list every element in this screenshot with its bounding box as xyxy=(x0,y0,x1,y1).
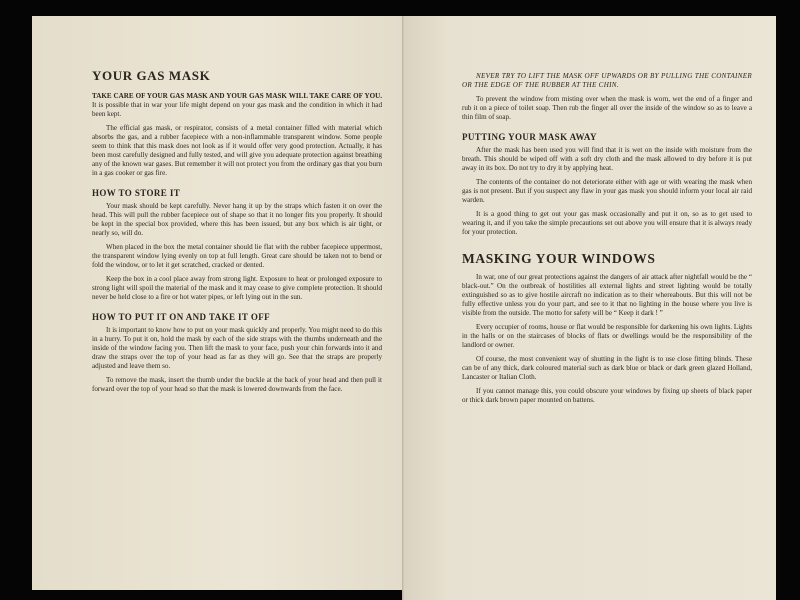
put-on-heading: HOW TO PUT IT ON AND TAKE IT OFF xyxy=(92,312,271,322)
intro-caps: TAKE CARE OF YOUR GAS MASK AND YOUR GAS MASK WILL TAKE CARE OF YOU. xyxy=(92,92,382,100)
store-paragraph-3: Keep the box in a cool place away from strong light. Exposure to heat or prolonged exposure to strong light will spoil the material of the mask and it may cease to give complete protection. It should never be held close to a fire or hot water pipes, or left lying out in the sun. xyxy=(92,275,382,301)
respirator-paragraph: The efficial gas mask, or respirator, consists of a metal container filled with material which absorbs the gas, and a rubber facepiece with a non-inflammable transparent window. Some people seem to think that this mask does not look as if it would offer very good protection. Actually, it has been most carefully designed and fully tested, and will give you adequate protection against breathing any of the known war gases. But remember it will not protect you from the ordinary gas that you burn in a gas cooker or gas fire. xyxy=(92,124,382,177)
gas-mask-title: YOUR GAS MASK xyxy=(92,68,211,83)
store-paragraph-2: When placed in the box the metal container should lie flat with the rubber facepiece uppermost, the transparent window lying evenly on top at full length. Great care should be taken not to bend or fold the window, or to let it get scratched, cracked or dented. xyxy=(92,243,382,269)
windows-paragraph-3: Of course, the most convenient way of shutting in the light is to use close fitting blinds. These can be of any thick, dark coloured material such as dark blue or black or dark green glazed Holland, Lancaster or Italian Cloth. xyxy=(462,355,752,381)
misting-paragraph: To prevent the window from misting over when the mask is worn, wet the end of a finger and rub it on a piece of toilet soap. Then rub the finger all over the inside of the window so as to leave a thin film of soap. xyxy=(462,95,752,121)
right-page xyxy=(404,16,776,600)
store-heading: HOW TO STORE IT xyxy=(92,188,181,198)
intro-rest: It is possible that in war your life might depend on your gas mask and the condition in which it had been kept. xyxy=(92,101,382,118)
windows-paragraph-4: If you cannot manage this, you could obscure your windows by fixing up sheets of black paper or thick dark brown paper mounted on battens. xyxy=(462,387,752,404)
store-paragraph-1: Your mask should be kept carefully. Never hang it up by the straps which fasten it on over the head. This will pull the rubber facepiece out of shape so that it no longer fits you properly. It should be kept in the special box provided, where this has been issued, but any box which is air tight, or nearly so, will do. xyxy=(92,202,382,237)
put-away-paragraph-1: After the mask has been used you will find that it is wet on the inside with moisture from the breath. This should be wiped off with a soft dry cloth and the mask allowed to dry before it is put away in its box. Do not try to dry it by applying heat. xyxy=(462,146,752,172)
put-away-heading: PUTTING YOUR MASK AWAY xyxy=(462,132,597,142)
windows-paragraph-1: In war, one of our great protections against the dangers of air attack after nightfall would be the “ black-out.” On the outbreak of hostilities all external lights and street lighting would be totally extinguished so as to give hostile aircraft no indication as to their whereabouts. But this will not be fully effective unless you do your part, and see to it that no lighting in the house where you live is visible from the outside. The motto for safety will be “ Keep it dark ! ” xyxy=(462,273,752,317)
intro-paragraph xyxy=(92,92,382,119)
put-away-paragraph-3: It is a good thing to get out your gas mask occasionally and put it on, so as to get used to wearing it, and if you take the simple precautions set out above you will ensure that it is always ready for your protection. xyxy=(462,210,752,236)
windows-paragraph-2: Every occupier of rooms, house or flat would be responsible for darkening his own lights. Lights in the halls or on the staircases of blocks of flats or dwellings would be the responsibility of the landlord or owner. xyxy=(462,323,752,349)
left-page xyxy=(32,16,404,590)
left-column xyxy=(92,68,382,399)
put-on-paragraph-1: It is important to know how to put on your mask quickly and properly. You might need to do this in a hurry. To put it on, hold the mask by each of the side straps with the thumbs underneath and the inside of the window facing you. Then lift the mask to your face, push your chin forwards into it and draw the straps over the top of your head as far as they will go. See that the straps are properly adjusted and leave them so. xyxy=(92,326,382,370)
put-on-paragraph-2: To remove the mask, insert the thumb under the buckle at the back of your head and then pull it forward over the top of your head so that the mask is lowered downwards from the face. xyxy=(92,376,382,393)
windows-title: MASKING YOUR WINDOWS xyxy=(462,251,656,266)
put-away-paragraph-2: The contents of the container do not deteriorate either with age or with wearing the mask when gas is not present. But if you suspect any flaw in your gas mask you should inform your local air raid warden. xyxy=(462,178,752,204)
warning-paragraph: NEVER TRY TO LIFT THE MASK OFF UPWARDS OR BY PULLING THE CONTAINER OR THE EDGE OF THE RUBBER AT THE CHIN. xyxy=(462,72,752,89)
right-column xyxy=(462,72,752,410)
